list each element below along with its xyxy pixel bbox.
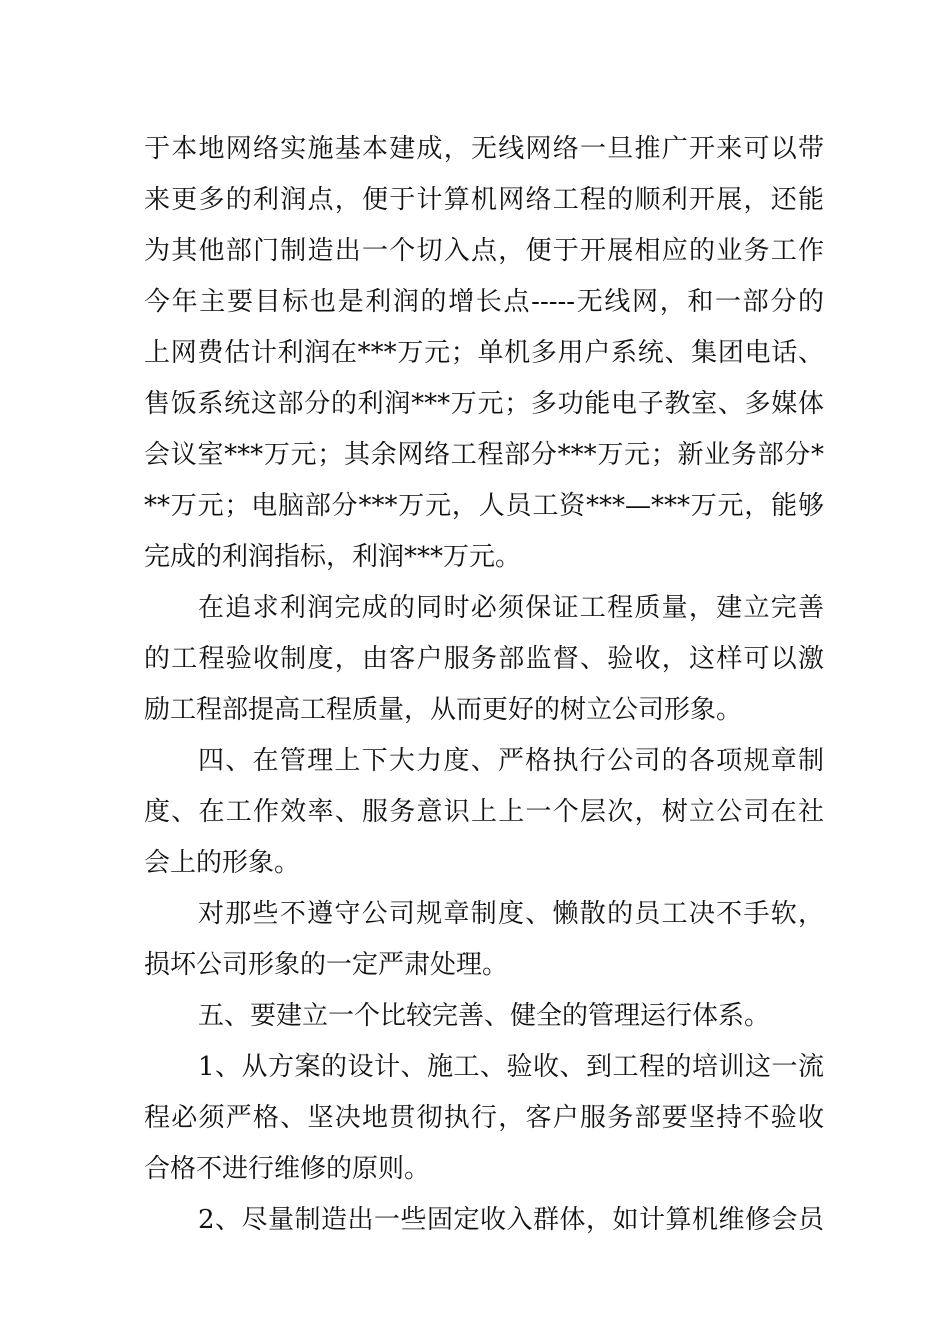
text-line: 励工程部提高工程质量，从而更好的树立公司形象。	[144, 695, 743, 725]
text-line: 损坏公司形象的一定严肃处理。	[144, 950, 509, 980]
paragraph-first-line: 四、在管理上下大力度、严格执行公司的各项规章制	[198, 746, 824, 776]
text-line: **万元；电脑部分***万元，人员工资***—***万元，能够	[144, 491, 824, 521]
text-line: 为其他部门制造出一个切入点，便于开展相应的业务工作	[144, 236, 824, 266]
text-line: 于本地网络实施基本建成，无线网络一旦推广开来可以带	[144, 134, 824, 164]
text-line: 程必须严格、坚决地贯彻执行，客户服务部要坚持不验收	[144, 1103, 824, 1133]
text-line: 会议室***万元；其余网络工程部分***万元；新业务部分*	[144, 440, 824, 470]
paragraph-first-line: 1、从方案的设计、施工、验收、到工程的培训这一流	[198, 1052, 824, 1082]
text-line: 售饭系统这部分的利润***万元；多功能电子教室、多媒体	[144, 389, 824, 419]
paragraph-first-line: 对那些不遵守公司规章制度、懒散的员工决不手软，	[198, 899, 824, 929]
section-heading: 五、要建立一个比较完善、健全的管理运行体系。	[198, 1001, 771, 1031]
text-line: 完成的利润指标，利润***万元。	[144, 542, 522, 572]
text-line: 度、在工作效率、服务意识上上一个层次，树立公司在社	[144, 797, 824, 827]
paragraph-first-line: 2、尽量制造出一些固定收入群体，如计算机维修会员	[198, 1205, 824, 1235]
text-line: 合格不进行维修的原则。	[144, 1154, 431, 1184]
text-line: 会上的形象。	[144, 848, 301, 878]
text-line: 来更多的利润点，便于计算机网络工程的顺利开展，还能	[144, 185, 824, 215]
text-line: 的工程验收制度，由客户服务部监督、验收，这样可以激	[144, 644, 824, 674]
text-line: 上网费估计利润在***万元；单机多用户系统、集团电话、	[144, 338, 824, 368]
paragraph-first-line: 在追求利润完成的同时必须保证工程质量，建立完善	[198, 593, 824, 623]
text-line: 今年主要目标也是利润的增长点-----无线网，和一部分的	[144, 287, 824, 317]
